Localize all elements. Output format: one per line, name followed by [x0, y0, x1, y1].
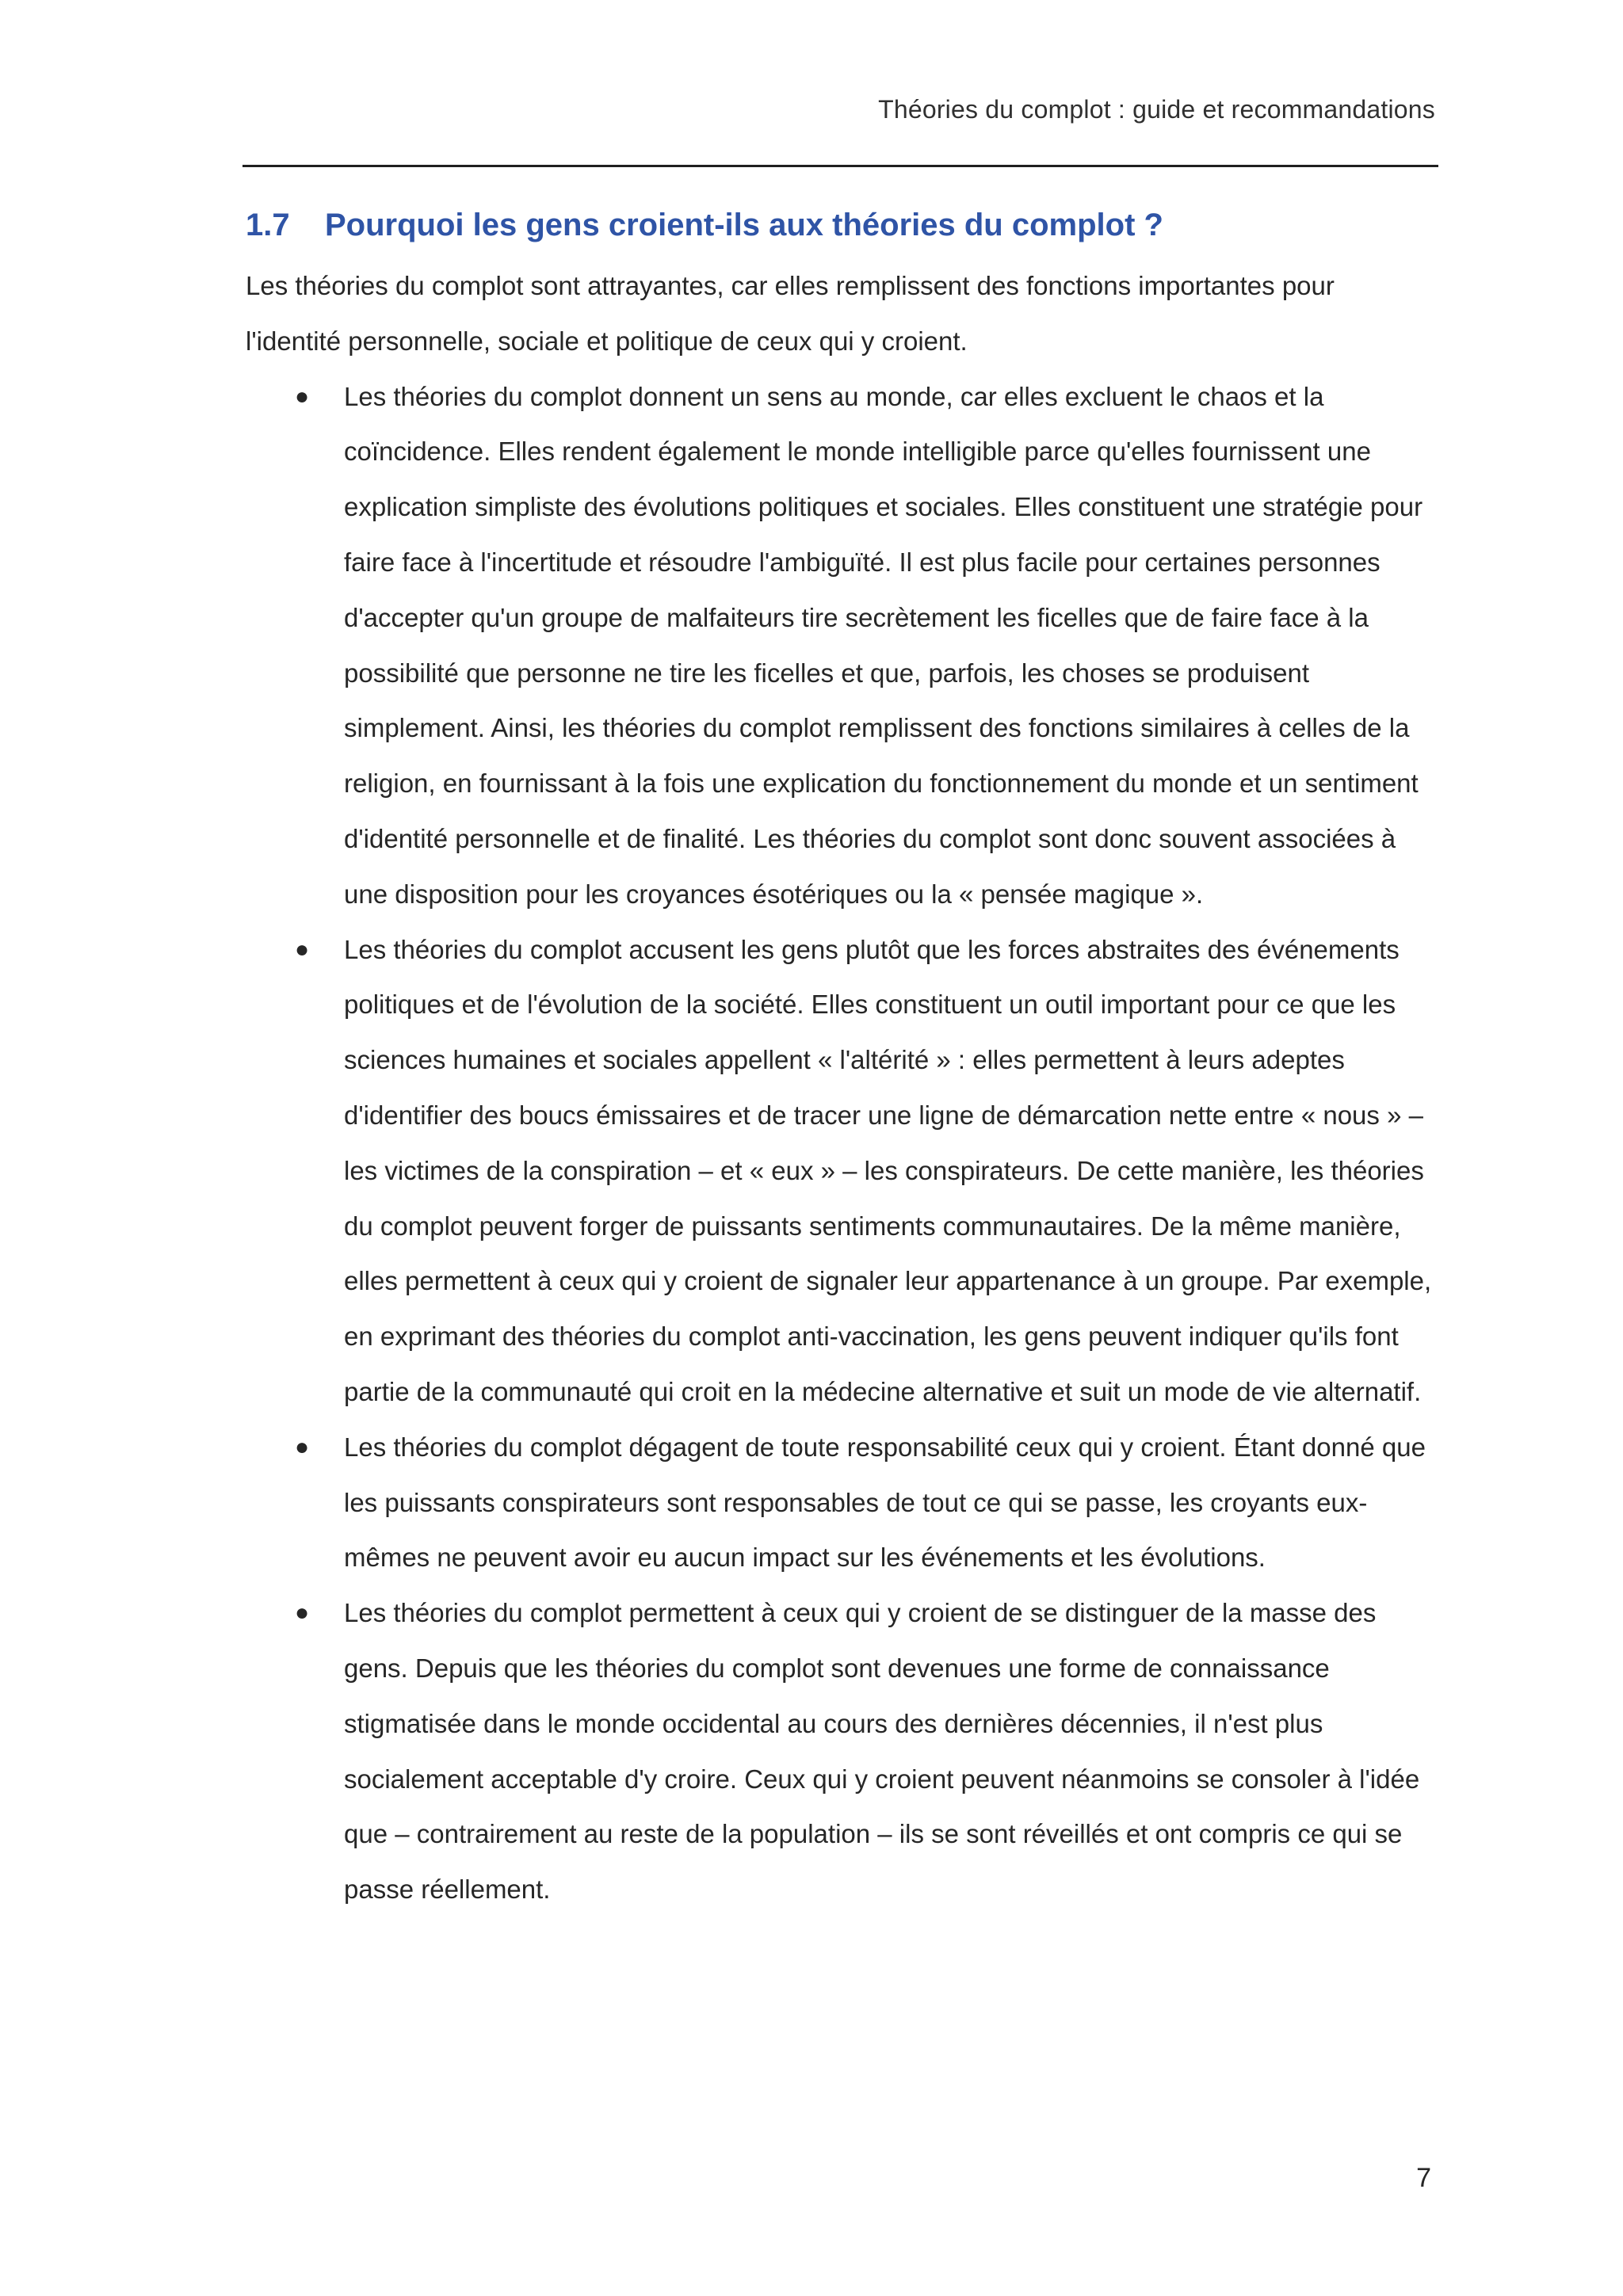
header-divider — [242, 165, 1438, 167]
intro-paragraph: Les théories du complot sont attrayantes, car elles remplissent des fonctions importantes pour l'identité personnelle, sociale et politique de ceux qui y croient. — [246, 271, 1335, 356]
page-number: 7 — [1416, 2163, 1431, 2193]
list-item-text: Les théories du complot permettent à ceux qui y croient de se distinguer de la masse des gens. Depuis que les théories du complot sont devenues une forme de connaissance stigmatisée dans le monde occidental au cours des dernières décennies, il n'est plus socialement acceptable d'y croire. Ceux qui y croient peuvent néanmoins se consoler à l'idée que – contrairement au reste de la population – ils se sont réveillés et ont compris ce qui se passe réellement. — [344, 1598, 1420, 1905]
bullet-icon: ● — [295, 1600, 310, 1627]
bullet-icon: ● — [295, 936, 310, 963]
section-heading — [246, 208, 1163, 243]
running-header: Théories du complot : guide et recommandations — [878, 95, 1435, 124]
list-item-text: Les théories du complot accusent les gens plutôt que les forces abstraites des événements politiques et de l'évolution de la société. Elles constituent un outil important pour ce que les sciences humaines et sociales appellent « l'altérité » : elles permettent à leurs adeptes d'identifier des boucs émissaires et de tracer une ligne de démarcation nette entre « nous » – les victimes de la conspiration – et « eux » – les conspirateurs. De cette manière, les théories du complot peuvent forger de puissants sentiments communautaires. De la même manière, elles permettent à ceux qui y croient de signaler leur appartenance à un groupe. Par exemple, en exprimant des théories du complot anti-vaccination, les gens peuvent indiquer qu'ils font partie de la communauté qui croit en la médecine alternative et suit un mode de vie alternatif. — [344, 934, 1432, 1406]
body-text — [246, 258, 1434, 1917]
list-item-text: Les théories du complot donnent un sens au monde, car elles excluent le chaos et la coïncidence. Elles rendent également le monde intelligible parce qu'elles fournissent une explication simpliste des évolutions politiques et sociales. Elles constituent une stratégie pour faire face à l'incertitude et résoudre l'ambiguïté. Il est plus facile pour certaines personnes d'accepter qu'un groupe de malfaiteurs tire secrètement les ficelles que de faire face à la possibilité que personne ne tire les ficelles et que, parfois, les choses se produisent simplement. Ainsi, les théories du complot remplissent des fonctions similaires à celles de la religion, en fournissant à la fois une explication du fonctionnement du monde et un sentiment d'identité personnelle et de finalité. Les théories du complot sont donc souvent associées à une disposition pour les croyances ésotériques ou la « pensée magique ». — [344, 381, 1423, 909]
section-title: Pourquoi les gens croient-ils aux théories du complot ? — [325, 208, 1163, 242]
bullet-list — [246, 369, 1434, 1917]
list-item — [246, 922, 1434, 1420]
list-item — [246, 1585, 1434, 1917]
bullet-icon: ● — [295, 383, 310, 410]
list-item — [246, 1420, 1434, 1585]
list-item — [246, 369, 1434, 922]
section-number: 1.7 — [246, 208, 290, 242]
bullet-icon: ● — [295, 1433, 310, 1460]
list-item-text: Les théories du complot dégagent de toute responsabilité ceux qui y croient. Étant donné que les puissants conspirateurs sont responsables de tout ce qui se passe, les croyants eux-mêmes ne peuvent avoir eu aucun impact sur les événements et les évolutions. — [344, 1432, 1426, 1573]
